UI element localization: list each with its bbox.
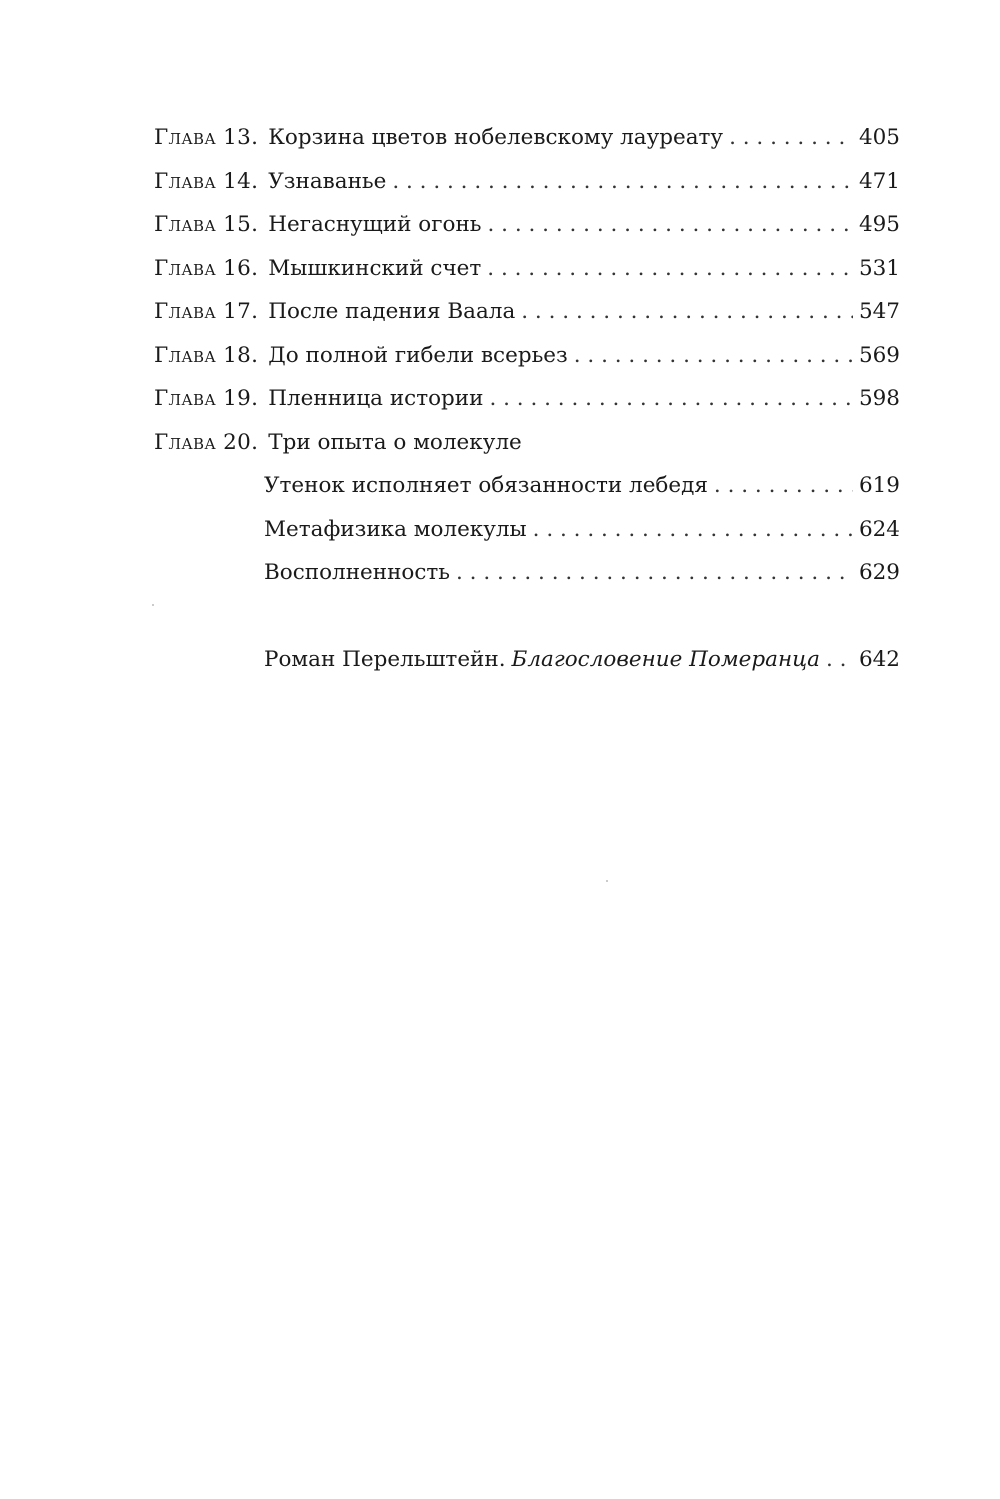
chapter-title: Корзина цветов нобелевскому лауреату [268,125,724,150]
chapter-label: Глава 17. [154,299,259,324]
dot-leader [521,290,853,334]
dot-leader [487,203,852,247]
paper-speck [152,604,154,606]
page-number: 471 [858,168,900,194]
dot-leader [714,464,853,508]
dot-leader [392,160,853,204]
toc-entry-subsection [154,551,900,595]
paper-speck [606,880,608,882]
page-number: 624 [858,516,900,542]
page-number: 642 [858,646,900,672]
dot-leader [574,334,853,378]
toc-entry-afterword [154,638,900,682]
dot-leader [489,377,852,421]
chapter-title: После падения Ваала [268,299,516,324]
chapter-label: Глава 13. [154,125,259,150]
toc-entry-chapter-20 [154,421,900,465]
chapter-label: Глава 20. [154,429,259,455]
chapter-label: Глава 18. [154,342,259,368]
chapter-title: Три опыта о молекуле [268,429,522,455]
chapter-label: Глава 16. [154,255,259,281]
subsection-title: Восполненность [264,560,451,585]
afterword-title: Благословение Померанца [511,646,820,672]
table-of-contents [154,116,900,681]
chapter-title: Узнаванье [268,168,387,194]
chapter-title: Пленница истории [268,386,484,411]
chapter-label: Глава 14. [154,168,259,194]
page-number: 495 [858,212,900,237]
page-number: 531 [858,255,900,281]
dot-leader [729,116,853,160]
toc-entry-subsection [154,508,900,552]
chapter-title: До полной гибели всерьез [268,342,568,368]
page-number: 619 [858,473,900,498]
subsection-title: Метафизика молекулы [264,516,527,542]
toc-entry-chapter-17 [154,290,900,334]
chapter-label: Глава 15. [154,212,259,237]
toc-entry-subsection [154,464,900,508]
page-number: 547 [858,299,900,324]
page-number: 629 [858,560,900,585]
dot-leader [826,638,853,682]
chapter-title: Негаснущий огонь [268,212,482,237]
page-number: 569 [858,342,900,368]
dot-leader [456,551,853,595]
chapter-title: Мышкинский счет [268,255,482,281]
dot-leader [533,508,853,552]
toc-entry-chapter-18 [154,334,900,378]
toc-entry-chapter-15 [154,203,900,247]
dot-leader [487,247,853,291]
page-number: 405 [858,125,900,150]
afterword-author: Роман Перельштейн. [264,646,506,672]
page-number: 598 [858,386,900,411]
toc-entry-chapter-16 [154,247,900,291]
toc-entry-chapter-19 [154,377,900,421]
chapter-label: Глава 19. [154,386,259,411]
subsection-title: Утенок исполняет обязанности лебедя [264,473,708,498]
toc-entry-chapter-13 [154,116,900,160]
toc-entry-chapter-14 [154,160,900,204]
